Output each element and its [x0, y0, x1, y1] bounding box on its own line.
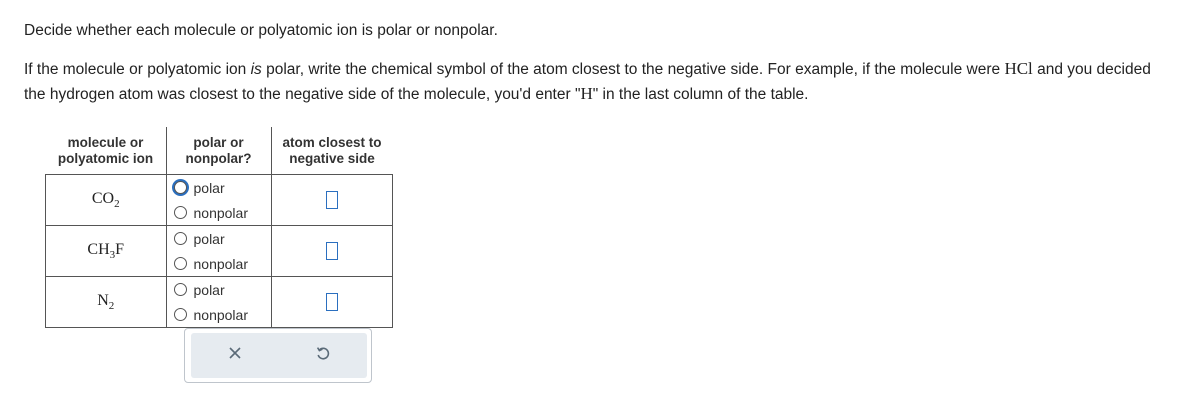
radio-button[interactable]: [174, 257, 187, 270]
polarity-cell: [166, 175, 271, 226]
atom-cell: [271, 226, 393, 277]
formula-subscript: 3: [109, 249, 116, 261]
polar-option[interactable]: [167, 175, 271, 200]
radio-button[interactable]: [174, 283, 187, 296]
nonpolar-option[interactable]: [167, 251, 271, 276]
formula-base: CO: [91, 190, 115, 207]
instructions-part4: " in the last column of the table.: [592, 86, 809, 103]
instructions-part1: If the molecule or polyatomic ion: [24, 61, 251, 78]
option-label: polar: [193, 230, 225, 247]
header-polarity-line2: nonpolar?: [185, 150, 252, 166]
molecule-formula: [87, 241, 125, 261]
x-icon: [228, 346, 242, 365]
header-atom-line1: atom closest to: [282, 134, 382, 150]
atom-cell: [271, 175, 393, 226]
radio-button[interactable]: [174, 206, 187, 219]
formula-tail: F: [115, 241, 125, 258]
molecule-formula: [91, 190, 120, 210]
formula-base: N: [97, 292, 109, 309]
formula-base: CH: [87, 241, 110, 258]
undo-icon: [315, 345, 331, 366]
header-atom-line2: negative side: [289, 150, 375, 166]
header-molecule-line1: molecule or: [67, 134, 144, 150]
instructions-emphasis: is: [250, 61, 262, 78]
nonpolar-option[interactable]: [167, 302, 271, 327]
answer-table: [45, 127, 393, 328]
radio-button[interactable]: [174, 232, 187, 245]
header-molecule-line2: polyatomic ion: [57, 150, 154, 166]
instructions-part2: polar, write the chemical symbol of the atom closest to the negative side. For example, if the molecule were: [261, 61, 1005, 78]
radio-button[interactable]: [174, 308, 187, 321]
atom-input[interactable]: [326, 293, 338, 311]
option-label: polar: [193, 179, 225, 196]
radio-button[interactable]: [174, 181, 187, 194]
option-label: nonpolar: [193, 255, 248, 272]
molecule-formula: [97, 292, 115, 312]
molecule-cell: [46, 175, 167, 226]
header-polarity: [166, 127, 271, 175]
option-label: nonpolar: [193, 306, 248, 323]
example-symbol: H: [580, 84, 593, 103]
polarity-cell: [166, 277, 271, 328]
option-label: nonpolar: [193, 204, 248, 221]
header-polarity-line1: polar or: [193, 134, 244, 150]
table-row: [46, 226, 393, 277]
formula-subscript: 2: [114, 198, 120, 210]
example-formula: HCl: [1004, 59, 1033, 78]
question-intro: Decide whether each molecule or polyatomic ion is polar or nonpolar.: [24, 22, 498, 39]
formula-subscript: 2: [108, 300, 115, 312]
answer-toolbar: [184, 328, 372, 383]
polar-option[interactable]: [167, 277, 271, 302]
atom-cell: [271, 277, 393, 328]
option-label: polar: [193, 281, 225, 298]
table-row: [46, 175, 393, 226]
clear-button[interactable]: [191, 333, 279, 378]
molecule-cell: [46, 226, 167, 277]
nonpolar-option[interactable]: [167, 200, 271, 225]
instructions-part3: and you decided the hydrogen atom was closest to the negative side of the molecule, you'd enter ": [24, 61, 1151, 103]
polarity-cell: [166, 226, 271, 277]
undo-button[interactable]: [279, 333, 367, 378]
header-molecule: [46, 127, 167, 175]
header-atom: [271, 127, 393, 175]
toolbar-buttons: [191, 333, 367, 378]
polar-option[interactable]: [167, 226, 271, 251]
atom-input[interactable]: [326, 242, 338, 260]
molecule-cell: [46, 277, 167, 328]
question-instructions: [24, 57, 1174, 107]
atom-input[interactable]: [326, 191, 338, 209]
table-row: [46, 277, 393, 328]
